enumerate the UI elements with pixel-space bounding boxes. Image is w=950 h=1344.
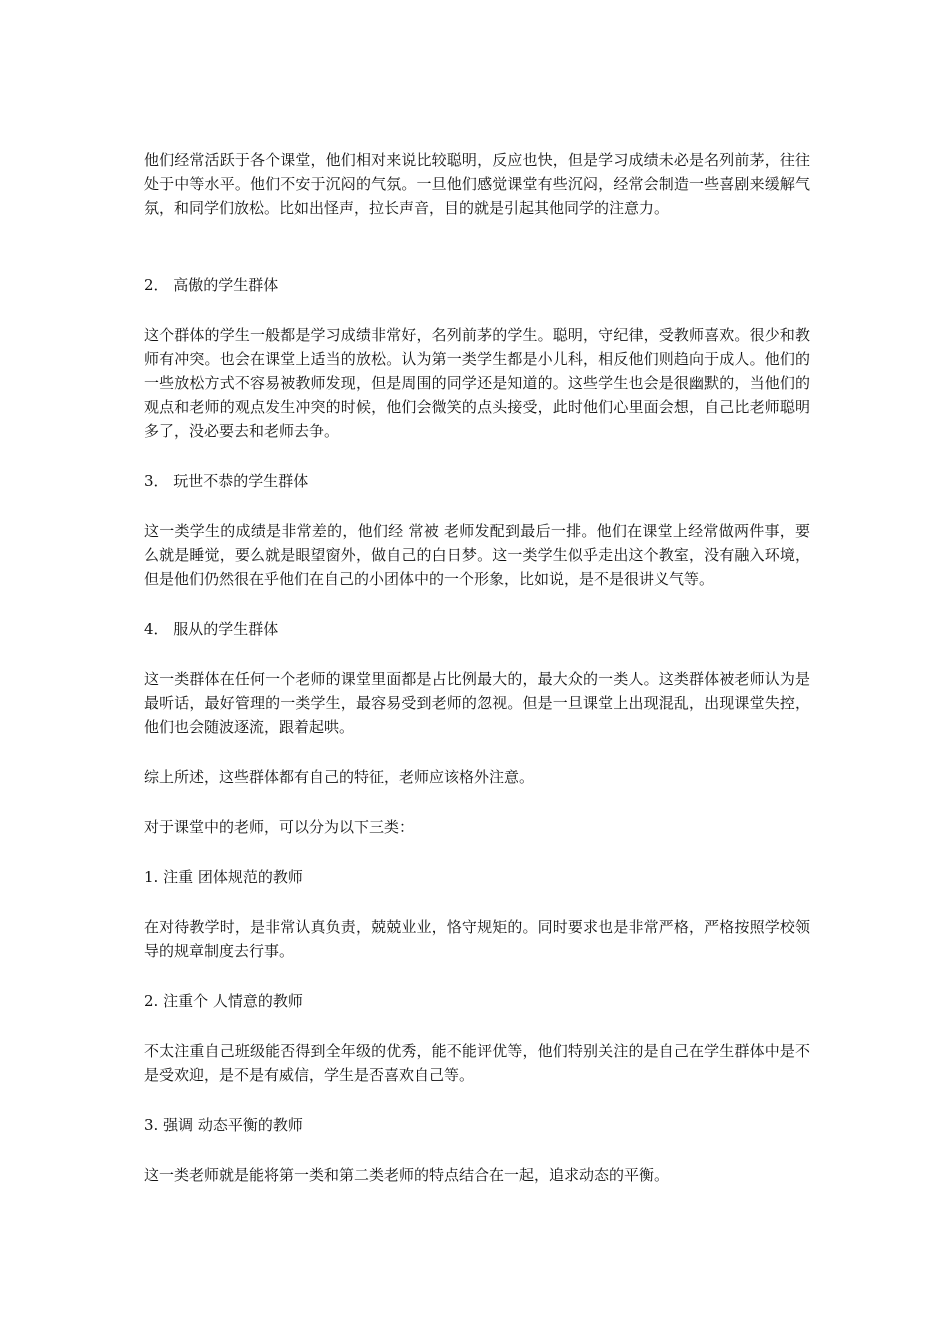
paragraph-proud-students: 这个群体的学生一般都是学习成绩非常好，名列前茅的学生。聪明，守纪律，受教师喜欢。很少和教师有冲突。也会在课堂上适当的放松。认为第一类学生都是小儿科，相反他们则趋向于成人。他们的一些放松方式不容易被教师发现，但是周围的同学还是知道的。这些学生也会是很幽默的，当他们的观点和老师的观点发生冲突的时候，他们会微笑的点头接受，此时他们心里面会想，自己比老师聪明多了，没必要去和老师去争。 bbox=[144, 326, 810, 440]
document-page bbox=[144, 148, 810, 1187]
heading-norm-teacher: 1. 注重 团体规范的教师 bbox=[144, 868, 303, 886]
paragraph-obedient-students: 这一类群体在任何一个老师的课堂里面都是占比例最大的，最大众的一类人。这类群体被老师认为是最听话，最好管理的一类学生，最容易受到老师的忽视。但是一旦课堂上出现混乱，出现课堂失控，他们也会随波逐流，跟着起哄。 bbox=[144, 670, 810, 736]
paragraph-personal-teacher: 不太注重自己班级能否得到全年级的优秀，能不能评优等，他们特别关注的是自己在学生群体中是不是受欢迎，是不是有威信，学生是否喜欢自己等。 bbox=[144, 1042, 810, 1084]
heading-cynical-students: 3． 玩世不恭的学生群体 bbox=[144, 472, 309, 490]
paragraph-teacher-intro: 对于课堂中的老师，可以分为以下三类： bbox=[144, 818, 415, 836]
paragraph-balance-teacher: 这一类老师就是能将第一类和第二类老师的特点结合在一起，追求动态的平衡。 bbox=[144, 1166, 670, 1184]
heading-proud-students: 2． 高傲的学生群体 bbox=[144, 276, 279, 294]
paragraph-norm-teacher: 在对待教学时，是非常认真负责，兢兢业业，恪守规矩的。同时要求也是非常严格，严格按照学校领导的规章制度去行事。 bbox=[144, 918, 810, 960]
paragraph-cynical-students: 这一类学生的成绩是非常差的，他们经 常被 老师发配到最后一排。他们在课堂上经常做两件事，要么就是睡觉，要么就是眼望窗外，做自己的白日梦。这一类学生似乎走出这个教室，没有融入环境，但是他们仍然很在乎他们在自己的小团体中的一个形象，比如说，是不是很讲义气等。 bbox=[144, 522, 810, 588]
heading-obedient-students: 4． 服从的学生群体 bbox=[144, 620, 279, 638]
paragraph-class-clowns: 他们经常活跃于各个课堂，他们相对来说比较聪明，反应也快，但是学习成绩未必是名列前茅，往往处于中等水平。他们不安于沉闷的气氛。一旦他们感觉课堂有些沉闷，经常会制造一些喜剧来缓解气氛，和同学们放松。比如出怪声，拉长声音，目的就是引起其他同学的注意力。 bbox=[144, 151, 810, 217]
heading-personal-teacher: 2. 注重个 人情意的教师 bbox=[144, 992, 303, 1010]
heading-balance-teacher: 3. 强调 动态平衡的教师 bbox=[144, 1116, 303, 1134]
paragraph-summary: 综上所述，这些群体都有自己的特征，老师应该格外注意。 bbox=[144, 768, 535, 786]
